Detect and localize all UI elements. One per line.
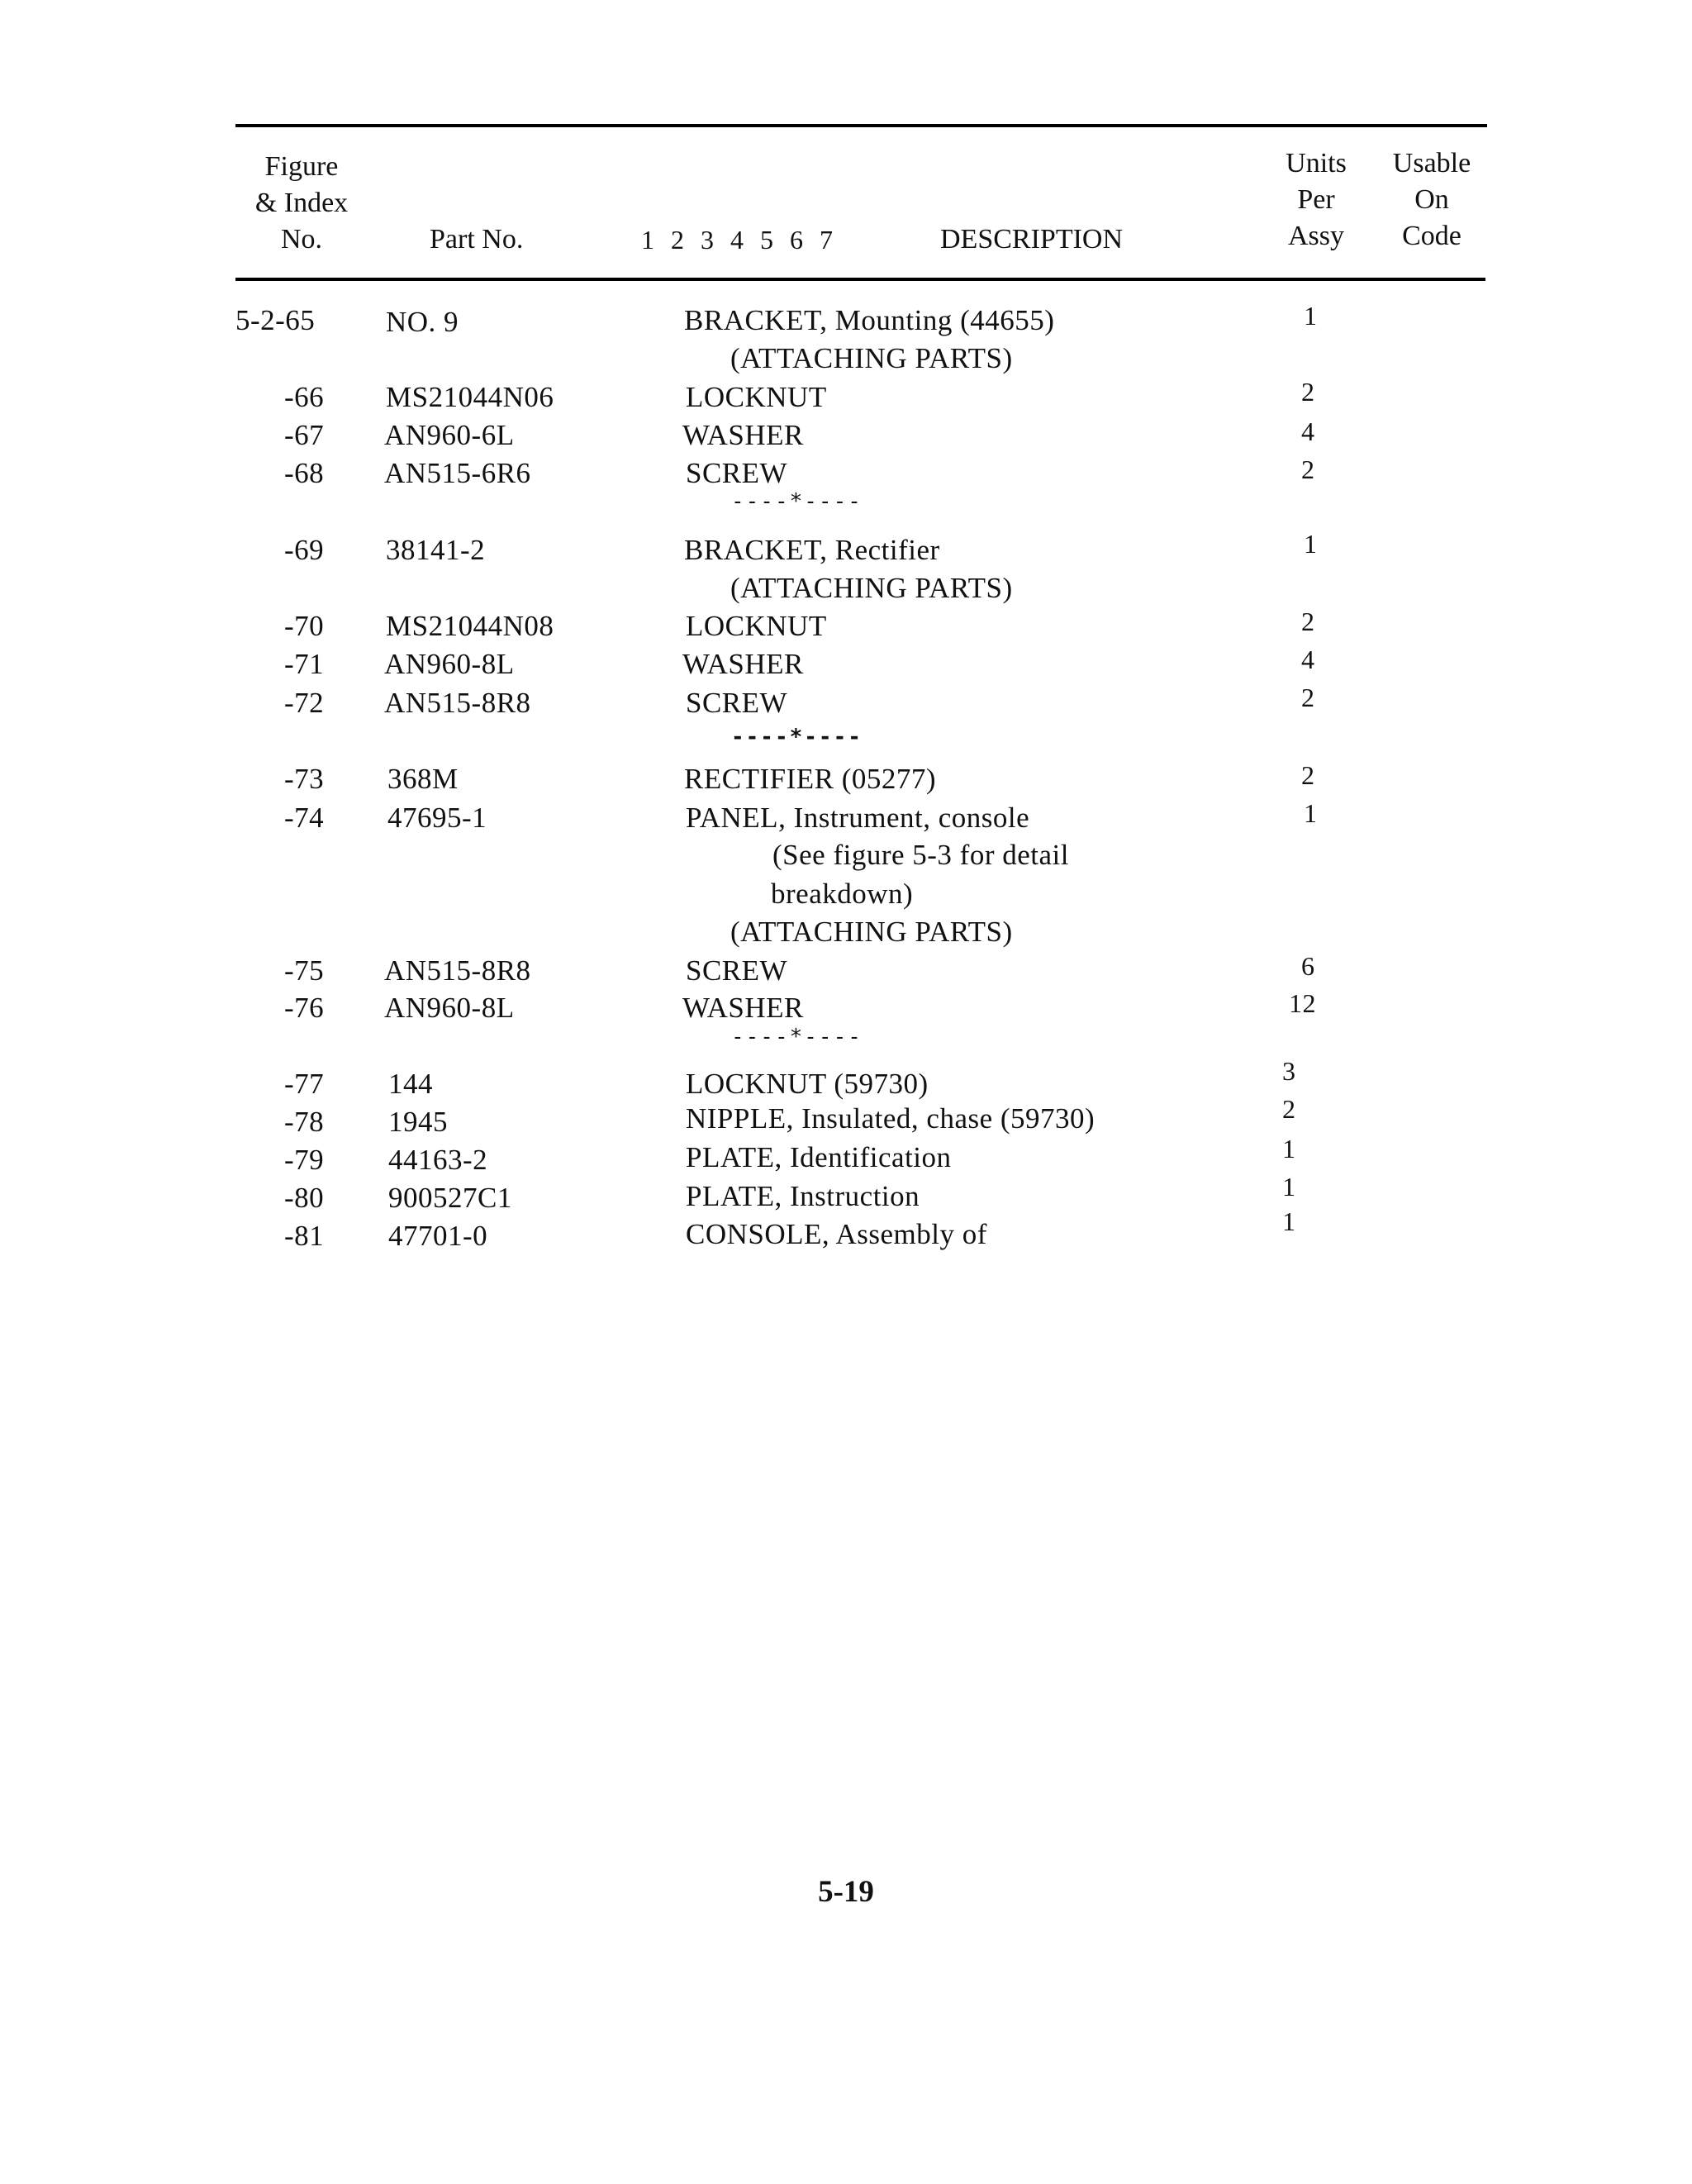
- part-number: 38141-2: [386, 534, 486, 566]
- header-part-no: Part No.: [430, 224, 524, 255]
- header-indent-levels: 1 2 3 4 5 6 7: [641, 225, 833, 255]
- figure-index: -73: [284, 763, 325, 795]
- part-number: 144: [388, 1068, 433, 1100]
- part-number: AN960-6L: [384, 419, 515, 451]
- figure-index: -71: [284, 648, 325, 680]
- figure-index: -67: [284, 419, 325, 451]
- part-number: 47695-1: [387, 802, 487, 834]
- description: LOCKNUT: [686, 610, 827, 642]
- description: (ATTACHING PARTS): [730, 342, 1013, 374]
- units-per-assy: 1: [1304, 301, 1318, 331]
- description: WASHER: [682, 419, 804, 451]
- figure-index: -81: [284, 1220, 325, 1252]
- figure-index: -70: [284, 610, 325, 642]
- figure-index: -80: [284, 1182, 325, 1214]
- figure-index: -76: [284, 992, 325, 1024]
- header-units-per-assy: [1271, 145, 1362, 255]
- units-per-assy: 4: [1301, 416, 1315, 446]
- units-per-assy: 1: [1282, 1172, 1296, 1201]
- header-figure-line2: & Index: [254, 188, 349, 218]
- figure-index: -69: [284, 534, 325, 566]
- description: WASHER: [682, 992, 804, 1024]
- header-units-line1: Units: [1286, 148, 1347, 178]
- figure-index: -66: [284, 381, 325, 413]
- description: NIPPLE, Insulated, chase (59730): [686, 1102, 1096, 1135]
- header-units-line3: Assy: [1287, 221, 1345, 251]
- figure-index: -78: [284, 1106, 325, 1138]
- description: CONSOLE, Assembly of: [686, 1218, 987, 1250]
- description: PLATE, Instruction: [686, 1180, 920, 1212]
- units-per-assy: 1: [1304, 798, 1318, 828]
- description: LOCKNUT: [686, 381, 827, 413]
- attaching-parts-separator: ----*----: [731, 489, 863, 514]
- header-figure-index: [248, 149, 355, 258]
- units-per-assy: 2: [1301, 377, 1315, 407]
- part-number: 368M: [387, 763, 459, 795]
- description: (See figure 5-3 for detail: [772, 839, 1069, 871]
- top-rule: [235, 124, 1487, 127]
- figure-index: -74: [284, 802, 325, 834]
- description: (ATTACHING PARTS): [730, 572, 1013, 604]
- description: (ATTACHING PARTS): [730, 916, 1013, 948]
- part-number: MS21044N06: [386, 381, 554, 413]
- header-figure-line1: Figure: [264, 151, 339, 182]
- header-figure-line3: No.: [280, 224, 323, 255]
- part-number: NO. 9: [386, 306, 459, 338]
- description: SCREW: [686, 687, 788, 719]
- description: WASHER: [682, 648, 804, 680]
- description: breakdown): [771, 878, 914, 910]
- part-number: AN515-6R6: [384, 457, 531, 489]
- part-number: 44163-2: [388, 1144, 488, 1176]
- figure-index: -72: [284, 687, 325, 719]
- part-number: 900527C1: [388, 1182, 512, 1214]
- figure-index: -79: [284, 1144, 325, 1176]
- part-number: 1945: [388, 1106, 448, 1138]
- units-per-assy: 3: [1282, 1056, 1296, 1086]
- figure-index: -75: [284, 954, 325, 987]
- header-usable-on-code: [1378, 145, 1485, 255]
- attaching-parts-separator: ----*----: [731, 725, 863, 749]
- header-usable-line2: On: [1414, 184, 1449, 215]
- part-number: AN960-8L: [384, 648, 515, 680]
- description: PLATE, Identification: [686, 1141, 952, 1173]
- part-number: AN960-8L: [384, 992, 515, 1024]
- units-per-assy: 2: [1301, 454, 1315, 484]
- description: RECTIFIER (05277): [684, 763, 937, 795]
- description: BRACKET, Rectifier: [684, 534, 940, 566]
- figure-index: -68: [284, 457, 325, 489]
- units-per-assy: 1: [1304, 529, 1318, 559]
- units-per-assy: 2: [1301, 760, 1315, 790]
- units-per-assy: 1: [1282, 1134, 1296, 1163]
- part-number: AN515-8R8: [384, 954, 531, 987]
- units-per-assy: 2: [1301, 683, 1315, 712]
- description: SCREW: [686, 457, 788, 489]
- part-number: 47701-0: [388, 1220, 488, 1252]
- header-usable-line1: Usable: [1392, 148, 1471, 178]
- description: PANEL, Instrument, console: [686, 802, 1030, 834]
- header-bottom-rule: [235, 278, 1485, 281]
- units-per-assy: 12: [1289, 988, 1316, 1018]
- header-description: DESCRIPTION: [940, 224, 1124, 255]
- part-number: AN515-8R8: [384, 687, 531, 719]
- figure-index: 5-2-65: [235, 304, 316, 336]
- units-per-assy: 6: [1301, 951, 1315, 981]
- page-number: 5-19: [818, 1875, 874, 1909]
- description: SCREW: [686, 954, 788, 987]
- units-per-assy: 2: [1301, 607, 1315, 636]
- description: BRACKET, Mounting (44655): [684, 304, 1055, 336]
- figure-index: -77: [284, 1068, 325, 1100]
- description: LOCKNUT (59730): [686, 1068, 929, 1100]
- header-units-line2: Per: [1297, 184, 1335, 215]
- header-usable-line3: Code: [1402, 221, 1461, 251]
- attaching-parts-separator: ----*----: [731, 1025, 863, 1049]
- units-per-assy: 1: [1282, 1206, 1296, 1236]
- part-number: MS21044N08: [386, 610, 554, 642]
- units-per-assy: 2: [1282, 1094, 1296, 1124]
- units-per-assy: 4: [1301, 645, 1315, 674]
